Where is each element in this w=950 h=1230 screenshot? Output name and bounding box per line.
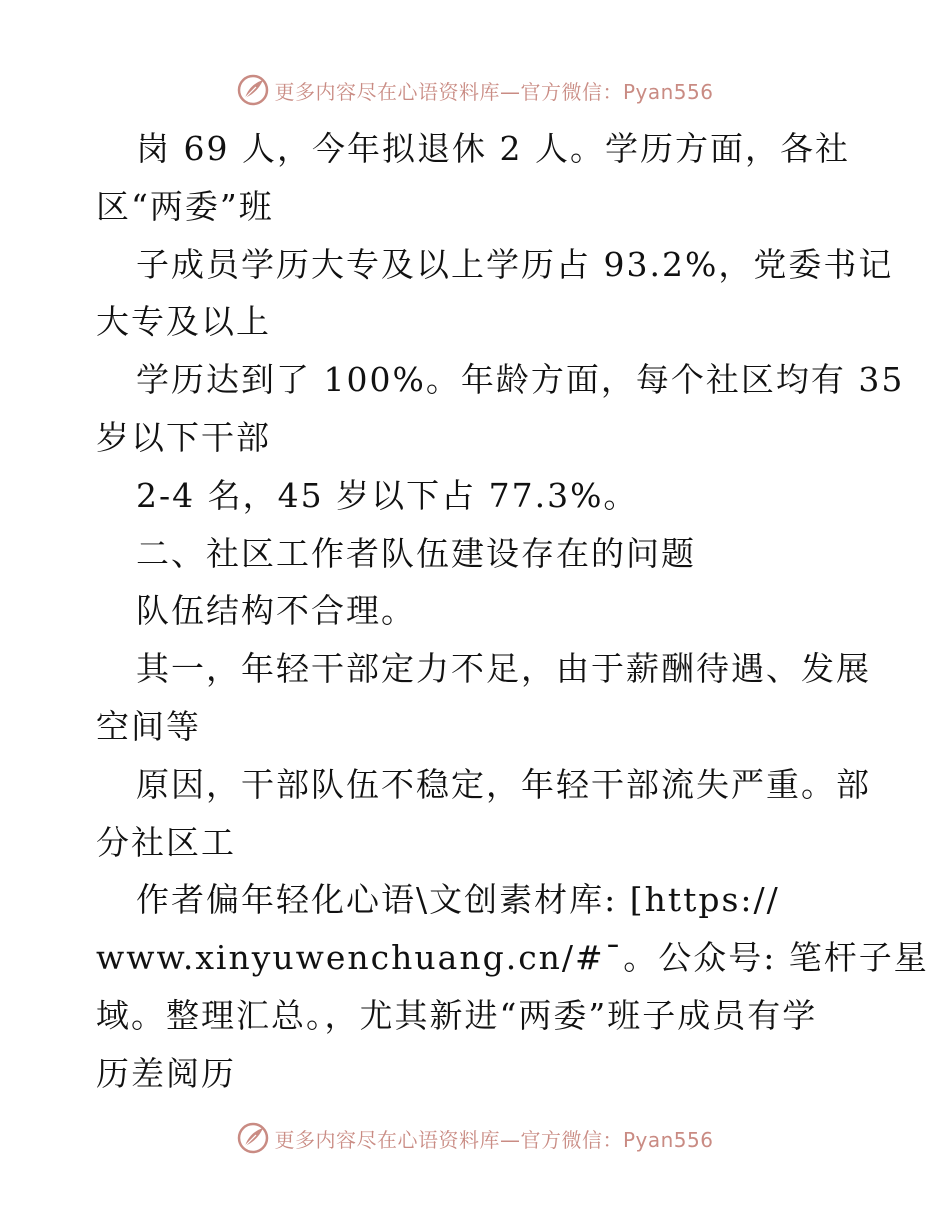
feather-logo-icon <box>236 1121 270 1155</box>
paragraph-line: 岁以下干部 <box>96 417 271 457</box>
paragraph-line: 队伍结构不合理。 <box>136 591 416 631</box>
paragraph-line: 作者偏年轻化心语\文创素材库: [https:// <box>136 880 780 920</box>
paragraph-line: 原因，干部队伍不稳定，年轻干部流失严重。部 <box>136 764 871 804</box>
feather-logo-icon <box>236 73 270 107</box>
document-body <box>96 120 929 1103</box>
header-banner <box>0 68 950 112</box>
paragraph-line: 分社区工 <box>96 822 236 862</box>
paragraph-line: www.xinyuwenchuang.cn/#¯。公众号: 笔杆子星 <box>96 938 929 978</box>
paragraph-line: 大专及以上 <box>96 302 271 342</box>
paragraph-line: 空间等 <box>96 706 201 746</box>
footer-banner <box>0 1116 950 1160</box>
paragraph-line: 子成员学历大专及以上学历占 93.2%，党委书记 <box>136 244 894 284</box>
paragraph-line: 区“两委”班 <box>96 186 274 226</box>
banner-text: 更多内容尽在心语资料库—官方微信：Pyan556 <box>274 79 714 104</box>
paragraph-line: 其一，年轻干部定力不足，由于薪酬待遇、发展 <box>136 649 871 689</box>
paragraph-line: 域。整理汇总。，尤其新进“两委”班子成员有学 <box>96 995 818 1035</box>
paragraph-line: 岗 69 人，今年拟退休 2 人。学历方面，各社 <box>136 129 850 168</box>
banner-text: 更多内容尽在心语资料库—官方微信：Pyan556 <box>274 1127 714 1152</box>
paragraph-line: 二、社区工作者队伍建设存在的问题 <box>136 533 696 573</box>
paragraph-line: 历差阅历 <box>96 1053 236 1093</box>
paragraph-line: 学历达到了 100%。年龄方面，每个社区均有 35 <box>136 360 905 400</box>
paragraph-line: 2-4 名，45 岁以下占 77.3%。 <box>136 475 639 515</box>
